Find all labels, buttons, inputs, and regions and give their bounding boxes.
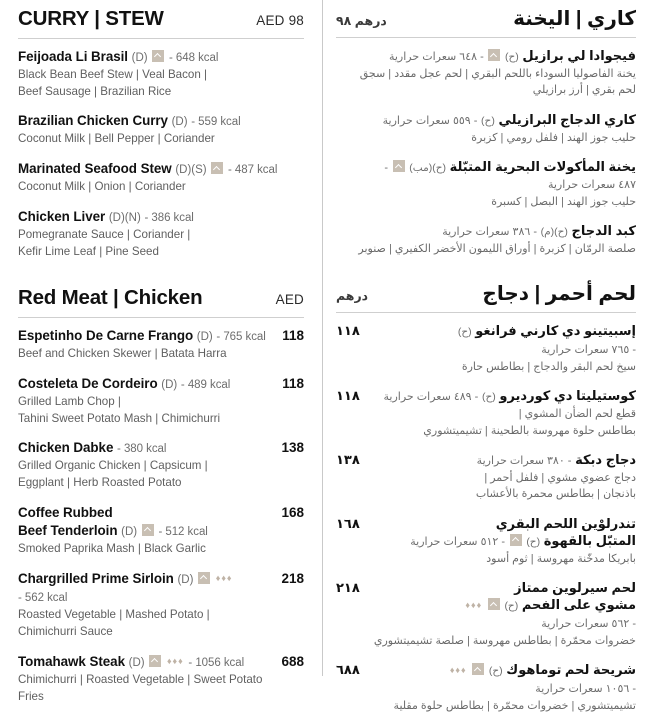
menu-item — [336, 579, 636, 649]
menu-item-body — [18, 48, 304, 101]
menu-item-name — [18, 160, 304, 178]
menu-item-name-text: كوستيليتا دي كورديرو — [499, 388, 636, 404]
menu-item-price: ١١٨ — [336, 388, 360, 404]
description-line: Kefir Lime Leaf | Pine Seed — [18, 245, 159, 259]
description-line: بطاطس حلوة مهروسة بالطحينة | تشيميتشوري — [423, 424, 636, 437]
calorie-value: - 386 kcal — [144, 212, 194, 225]
menu-item-name — [336, 158, 636, 176]
section-header — [336, 283, 636, 312]
menu-item-body — [18, 504, 271, 558]
menu-item — [336, 322, 636, 375]
calorie-value: - ٥٥٩ سعرات حرارية — [382, 114, 478, 127]
menu-item — [18, 504, 304, 558]
menu-item-name — [370, 451, 636, 469]
menu-item — [336, 47, 636, 99]
menu-item-name-text: تندرلوْين اللحم البقري — [495, 515, 636, 531]
allergen-icon — [488, 598, 500, 610]
description-line: ٤٨٧ سعرات حرارية — [547, 179, 636, 192]
menu-item-list — [336, 322, 636, 714]
section-currency-label: AED — [275, 292, 304, 308]
menu-item-description — [18, 394, 272, 428]
menu-item-name — [18, 327, 272, 345]
allergen-icon — [393, 160, 405, 172]
menu-item-price: 138 — [281, 440, 304, 456]
description-line: Roasted Vegetable | Mashed Potato | — [18, 608, 210, 622]
menu-item-name — [370, 579, 636, 632]
description-line: Chimichurri Sauce — [18, 624, 113, 638]
menu-item — [18, 327, 304, 363]
menu-item-body — [18, 208, 304, 261]
description-line: Smoked Paprika Mash | Black Garlic — [18, 541, 206, 555]
calorie-value: - ٥٦٢ سعرات حرارية — [541, 618, 636, 631]
menu-item-price: ١٦٨ — [336, 515, 360, 531]
section-title: لحم أحمر | دجاج — [482, 283, 636, 306]
menu-item-name — [18, 504, 271, 540]
menu-item — [18, 48, 304, 101]
menu-item-list — [18, 327, 304, 706]
section-header — [18, 287, 304, 317]
menu-item-body — [370, 322, 636, 375]
menu-item-description — [18, 227, 304, 261]
menu-item-description — [18, 458, 271, 492]
menu-item-name-text: إسبيتينو دي كارني فرانغو — [475, 323, 636, 339]
menu-item-list — [336, 47, 636, 257]
menu-item-name — [370, 322, 636, 357]
dietary-tag: (D) — [161, 378, 178, 391]
allergen-icon — [152, 50, 164, 62]
menu-item — [18, 439, 304, 492]
menu-item-description — [370, 359, 636, 376]
menu-item-price: ١٣٨ — [336, 452, 360, 468]
menu-item-price: 218 — [281, 570, 304, 586]
description-line: بابريكا مدخّنة مهروسة | ثوم أسود — [486, 552, 636, 565]
menu-item-description — [336, 241, 636, 258]
calorie-value: - 559 kcal — [191, 116, 241, 129]
description-line: يخنة الفاصوليا السوداء باللحم البقري | لحم عجل مقدد | سجق — [359, 67, 636, 80]
menu-item-price: 168 — [281, 505, 304, 521]
menu-item — [18, 375, 304, 428]
calorie-value: - 1056 kcal — [188, 656, 245, 669]
section-currency-label: درهم ٩٨ — [336, 14, 387, 28]
menu-item-description — [370, 633, 636, 650]
description-line: دجاج عضوي مشوي | فلفل أحمر | — [484, 471, 636, 484]
menu-item-body — [336, 158, 636, 210]
menu-item-description — [18, 179, 304, 196]
menu-item-name — [370, 515, 636, 550]
menu-item-body — [370, 387, 636, 439]
dietary-tag: (D) — [131, 51, 148, 64]
description-line: سيخ لحم البقر والدجاج | بطاطس حارة — [461, 360, 636, 373]
section-divider — [18, 317, 304, 318]
dietary-tag: (D)(S) — [175, 164, 207, 177]
menu-item-body — [370, 451, 636, 503]
menu-item-name — [18, 570, 271, 606]
calorie-value: - 562 kcal — [18, 591, 68, 604]
menu-item-body — [18, 439, 271, 492]
section-divider — [18, 38, 304, 39]
menu-item-description — [370, 406, 636, 439]
menu-item-name-text: كاري الدجاج البرازيلي — [498, 111, 636, 127]
spice-level-icon: ♦♦♦ — [215, 573, 233, 584]
description-line: باذنجان | بطاطس محمرة بالأعشاب — [475, 488, 636, 501]
menu-item-body — [370, 515, 636, 568]
section-title: Red Meat | Chicken — [18, 286, 203, 310]
menu-item — [336, 222, 636, 257]
menu-item-name — [336, 47, 636, 65]
dietary-tag: (ح) — [504, 600, 519, 613]
menu-item-name — [18, 48, 304, 66]
menu-item-name-text: Feijoada Li Brasil — [18, 48, 128, 64]
menu-item-body — [336, 222, 636, 257]
description-line: Grilled Lamb Chop | — [18, 394, 121, 408]
menu-item-name-text: يخنة المأكولات البحرية المتبّلة — [449, 159, 636, 175]
description-line: Coconut Milk | Onion | Coriander — [18, 180, 186, 194]
menu-item-description — [336, 177, 636, 210]
description-line: Eggplant | Herb Roasted Potato — [18, 476, 182, 490]
menu-item-body — [370, 579, 636, 649]
calorie-value: - ١٠٥٦ سعرات حرارية — [535, 683, 636, 696]
menu-item-body — [18, 375, 272, 428]
menu-item — [336, 451, 636, 503]
menu-item-name-text: Chargrilled Prime Sirloin — [18, 570, 174, 586]
menu-item — [18, 112, 304, 148]
menu-item — [336, 515, 636, 568]
dietary-tag: (ح)(مب) — [409, 162, 446, 175]
description-line: Beef Sausage | Brazilian Rice — [18, 84, 172, 98]
spice-level-icon: ♦♦♦ — [449, 664, 467, 675]
allergen-icon — [488, 49, 500, 61]
spice-level-icon: ♦♦♦ — [465, 599, 483, 610]
menu-item-body — [370, 661, 636, 714]
description-line: Grilled Organic Chicken | Capsicum | — [18, 459, 208, 473]
menu-section — [336, 8, 636, 257]
dietary-tag: (ح)(م) — [540, 226, 568, 239]
dietary-tag: (D) — [177, 573, 194, 586]
menu-item-name — [336, 111, 636, 129]
english-menu-column — [0, 0, 322, 703]
menu-item-description — [370, 470, 636, 503]
menu-item-list — [18, 48, 304, 261]
menu-section — [336, 283, 636, 714]
menu-item-body — [18, 327, 272, 363]
menu-item-description — [370, 551, 636, 568]
calorie-value: - — [384, 162, 389, 175]
allergen-icon — [142, 524, 154, 536]
menu-item-description — [18, 541, 271, 558]
description-line: Black Bean Beef Stew | Veal Bacon | — [18, 67, 208, 81]
menu-item-description — [18, 67, 304, 101]
menu-item-description — [18, 672, 271, 706]
menu-item — [18, 570, 304, 641]
menu-item-price: ٢١٨ — [336, 580, 360, 596]
description-line: لحم بقري | أرز برازيلي — [532, 84, 636, 97]
description-line: Coconut Milk | Bell Pepper | Coriander — [18, 132, 215, 146]
description-line: صلصة الرمّان | كزبرة | أوراق الليمون الأخضر الكفيري | صنوبر — [358, 242, 636, 255]
dietary-tag: (D) — [196, 330, 213, 343]
menu-item-name-line-2: مشوي على الفحم (ح) ♦♦♦ - ٥٦٢ سعرات حرارية — [465, 597, 636, 631]
menu-item-name-line-2: المتبّل بالقهوة (ح) - ٥١٢ سعرات حرارية — [410, 532, 636, 548]
menu-item-price: 688 — [281, 653, 304, 669]
section-header — [18, 8, 304, 38]
calorie-value: - ٦٤٨ سعرات حرارية — [388, 51, 484, 63]
description-line: حليب جوز الهند | البصل | كسبرة — [491, 195, 636, 208]
menu-item-description — [18, 131, 304, 148]
description-line: Chimichurri | Roasted Vegetable | Sweet Potato Fries — [18, 672, 263, 703]
menu-item-body — [18, 570, 271, 641]
calorie-value: - 380 kcal — [117, 443, 167, 456]
menu-section — [18, 8, 304, 261]
menu-item-body — [336, 47, 636, 99]
section-currency-label: درهم — [336, 289, 369, 304]
description-line: Tahini Sweet Potato Mash | Chimichurri — [18, 411, 221, 425]
section-divider — [336, 37, 636, 38]
description-line: Pomegranate Sauce | Coriander | — [18, 228, 191, 242]
menu-item — [336, 387, 636, 439]
allergen-icon — [149, 655, 161, 667]
menu-item-description — [336, 66, 636, 99]
menu-item-name — [18, 112, 304, 130]
menu-item — [18, 160, 304, 196]
spice-level-icon: ♦♦♦ — [166, 656, 184, 667]
menu-item-price: ١١٨ — [336, 323, 360, 339]
calorie-value: - 512 kcal — [158, 525, 208, 538]
menu-item — [18, 208, 304, 261]
menu-item-name — [370, 661, 636, 696]
menu-item-price: 118 — [282, 375, 304, 391]
menu-item-description — [18, 607, 271, 641]
dietary-tag: (ح) — [505, 51, 519, 63]
menu-item — [18, 653, 304, 706]
calorie-value: - ٣٨٦ سعرات حرارية — [442, 226, 538, 239]
calorie-value: - ٣٨٠ سعرات حرارية — [476, 455, 572, 468]
arabic-menu-column — [322, 0, 650, 712]
menu-item-description — [336, 130, 636, 147]
menu-item-name-text: كبد الدجاج — [571, 223, 636, 239]
menu-item-name — [18, 208, 304, 226]
menu-item-name-text: لحم سيرلوين ممتاز — [514, 580, 636, 596]
calorie-value: - ٧٦٥ سعرات حرارية — [541, 344, 636, 357]
description-line: Beef and Chicken Skewer | Batata Harra — [18, 346, 227, 360]
menu-item-name — [336, 222, 636, 240]
menu-item-name — [18, 653, 271, 671]
menu-item-name-text: Espetinho De Carne Frango — [18, 327, 194, 343]
section-currency-label: AED 98 — [256, 13, 304, 28]
calorie-value: - 489 kcal — [180, 378, 231, 391]
calorie-value: - 765 kcal — [216, 330, 266, 343]
dietary-tag: (D)(N) — [108, 212, 141, 225]
dietary-tag: (D) — [121, 525, 138, 538]
dietary-tag: (ح) — [488, 665, 503, 678]
menu-item — [336, 111, 636, 146]
description-line: قطع لحم الضأن المشوي | — [518, 408, 636, 421]
menu-item-name-text: Chicken Liver — [18, 209, 106, 225]
column-divider — [322, 0, 323, 676]
menu-section — [18, 287, 304, 705]
menu-item-body — [18, 160, 304, 196]
allergen-icon — [211, 162, 223, 174]
section-divider — [336, 312, 636, 313]
menu-item — [336, 158, 636, 210]
description-line: خضروات محمّرة | بطاطس مهروسة | صلصة تشيميتشوري — [373, 634, 636, 647]
menu-item-body — [336, 111, 636, 146]
menu-item — [336, 661, 636, 714]
calorie-value: - ٥١٢ سعرات حرارية — [410, 535, 506, 548]
menu-item-name — [370, 387, 636, 405]
menu-item-name-line-2: Beef Tenderloin (D) - 512 kcal — [18, 522, 208, 538]
menu-item-name-text: Tomahawk Steak — [18, 653, 125, 669]
menu-item-name-text: Marinated Seafood Stew — [18, 161, 172, 177]
dietary-tag: (ح) — [481, 114, 495, 127]
menu-item-name — [18, 439, 271, 457]
dietary-tag: (D) — [171, 116, 188, 129]
dietary-tag: (ح) — [457, 326, 472, 339]
dietary-tag: (ح) — [526, 535, 541, 548]
dietary-tag: (D) — [128, 656, 145, 669]
section-title: CURRY | STEW — [18, 7, 164, 30]
menu-item-description — [370, 698, 636, 714]
menu-item-name-text: Costeleta De Cordeiro — [18, 375, 158, 391]
menu-item-description — [18, 346, 272, 363]
menu-item-name — [18, 375, 272, 393]
allergen-icon — [510, 534, 522, 546]
menu-item-name-text: فيجوادا لي برازيل — [522, 48, 636, 63]
calorie-value: - ٤٨٩ سعرات حرارية — [383, 391, 479, 404]
menu-item-price: ٦٨٨ — [336, 662, 360, 678]
menu-item-body — [18, 112, 304, 148]
menu-item-name-text: Coffee Rubbed — [18, 505, 113, 521]
allergen-icon — [198, 572, 210, 584]
menu-item-price: 118 — [282, 327, 304, 343]
allergen-icon — [472, 663, 484, 675]
calorie-value: - 648 kcal — [168, 51, 219, 64]
description-line: حليب جوز الهند | فلفل رومي | كزبرة — [471, 131, 636, 144]
menu-item-name-text: Brazilian Chicken Curry — [18, 113, 168, 129]
section-title: كاري | اليخنة — [513, 8, 636, 30]
menu-item-name-text: شريحة لحم توماهوك — [506, 662, 636, 678]
calorie-value: - 487 kcal — [227, 164, 278, 177]
menu-item-body — [18, 653, 271, 706]
description-line: تشيميتشوري | خضروات محمّرة | بطاطس حلوة مقلية — [393, 699, 636, 712]
section-header — [336, 8, 636, 37]
menu-item-name-text: Chicken Dabke — [18, 440, 114, 456]
menu-item-name-text: دجاج دبكة — [575, 452, 636, 468]
dietary-tag: (ح) — [481, 391, 496, 404]
